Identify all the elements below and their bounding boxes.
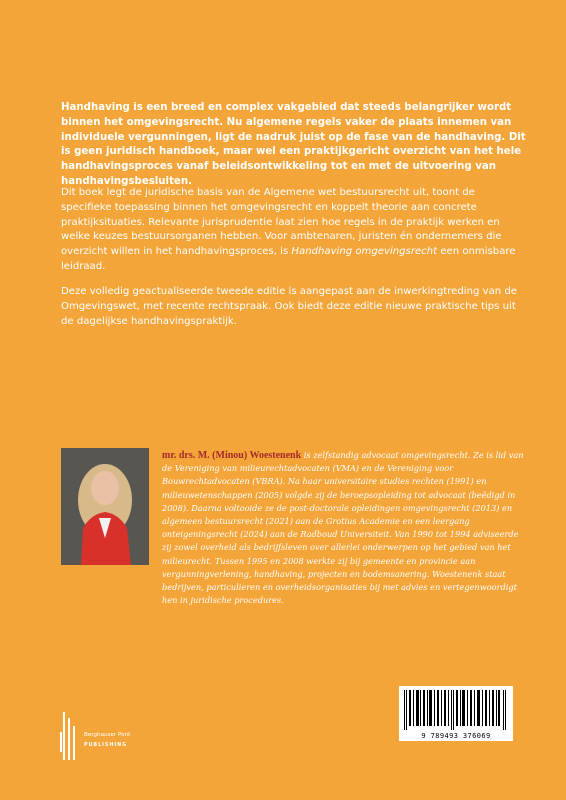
edition-paragraph: Deze volledig geactualiseerde tweede editie is aangepast aan de inwerkingtreding van de Omgevingswet, met recente rechtspraak. Ook biedt deze editie nieuwe praktische tips uit de dagelijkse handhavingspraktijk. (61, 286, 517, 327)
publisher-logo (60, 712, 180, 760)
author-name: mr. drs. M. (Minou) Woestenenk (162, 450, 302, 461)
author-bio-text: is zelfstandig advocaat omgevingsrecht. Ze is lid van de Vereniging van milieurechtadvocaten (VMA) en de Vereniging voor Bouwrechtadvocaten (VBRA). Na haar universitaire studies rechten (1991) en milieuwetenschappen (2005) volgde zij de beroepsopleiding tot advocaat (beëdigd in 2008). Daarna voltooide ze de post-doctorale opleidingen omgevingsrecht (2013) en algemeen bestuursrecht (2021) aan de Grotius Academie en een leergang onteigeningsrecht (2024) aan de Radboud Universiteit. Van 1990 tot 1994 adviseerde zij zowel overheid als bedrijfsleven over allerlei onderwerpen op het gebied van het milieurecht. Tussen 1995 en 2008 werkte zij bij gemeente en provincie aan vergunningverlening, handhaving, projecten en bodemsanering. Woestenenk staat bedrijven, particulieren en overheidsorganisaties bij met advies en vertegenwoordigt hen in juridische procedures. (162, 450, 524, 606)
isbn-number: 9 789493 376069 (421, 732, 491, 740)
intro-paragraph: Handhaving is een breed en complex vakgebied dat steeds belangrijker wordt binnen het omgevingsrecht. Nu algemene regels vaker de plaats innemen van individuele vergunningen, ligt de nadruk juist op de fase van de handhaving. Dit is geen juridisch handboek, maar wel een praktijkgericht overzicht van het hele handhavingsproces vanaf beleidsontwikkeling tot en met de uitvoering van handhavingsbesluiten. (61, 102, 526, 187)
publisher-logo-icon (60, 712, 80, 760)
description-text-start: Dit boek legt de juridische basis van de Algemene wet bestuursrecht uit, toont de specifieke toepassing binnen het omgevingsrecht en koppelt theorie aan concrete praktijksituaties. Relevante jurisprudentie laat zien hoe regels in de praktijk werken en welke keuzes bestuursorganen hebben. Voor ambtenaren, juristen én ondernemers die overzicht willen in het handhavingsproces, is (61, 187, 502, 258)
isbn-barcode (399, 686, 513, 741)
barcode-bars (404, 690, 508, 730)
description-paragraph (61, 186, 527, 275)
author-photo (61, 448, 149, 565)
author-bio (162, 449, 530, 607)
publisher-name: Berghauser Pont (84, 732, 131, 738)
publisher-subtitle: PUBLISHING (84, 743, 128, 748)
book-title-inline: Handhaving omgevingsrecht (291, 246, 438, 258)
description-text-end: een onmisbare leidraad. (61, 246, 516, 272)
